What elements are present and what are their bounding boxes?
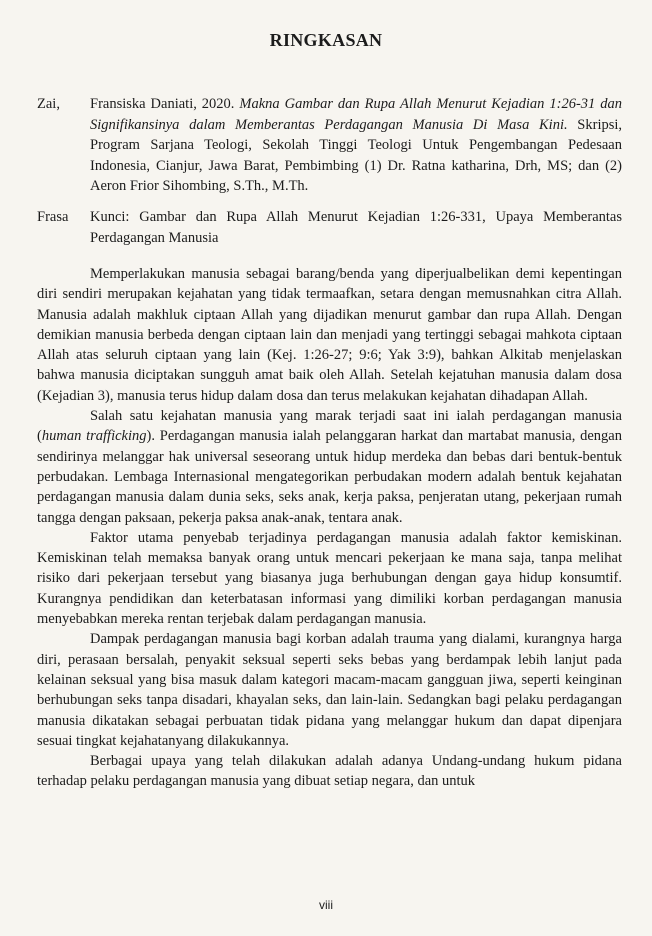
paragraph-3: Faktor utama penyebab terjadinya perdagangan manusia adalah faktor kemiskinan. Kemiskinan telah memaksa banyak orang untuk mencari pekerjaan ke mana saja, tanpa melihat risiko dari pekerjaan tersebut yang biasanya juga berhubungan dengan gaya hidup konsumtif. Kurangnya pendidikan dan keterbatasan informasi yang dimiliki korban perdagangan manusia menyebabkan mereka rentan terjebak dalam perdagangan manusia. — [37, 529, 622, 628]
keywords-text: Kunci: Gambar dan Rupa Allah Menurut Kejadian 1:26-331, Upaya Memberantas Perdagangan Manusia — [90, 209, 622, 246]
citation-author: Fransiska Daniati, 2020. — [90, 96, 235, 112]
paragraph-5: Berbagai upaya yang telah dilakukan adalah adanya Undang-undang hukum pidana terhadap pelaku perdagangan manusia yang dibuat setiap negara, dan untuk — [37, 753, 622, 790]
citation-author-label: Zai, — [37, 96, 60, 112]
paragraph-2 — [37, 406, 622, 528]
summary-body — [37, 264, 622, 792]
paragraph-2-part-b: ). Perdagangan manusia ialah pelanggaran harkat dan martabat manusia, dengan sendirinya melanggar hak universal seseorang untuk hidup merdeka dan bebas dari bentuk-bentuk perbudakan. Lembaga Internasional mengategorikan perbudakan modern adalah bentuk kejahatan perdagangan manusia dalam dunia seks, seks anak, kerja paksa, penjeratan utang, pekerjaan rumah tangga dengan paksaan, pekerja paksa anak-anak, tentara anak. — [37, 428, 622, 526]
page-title: RINGKASAN — [269, 30, 383, 50]
page-number: viii — [319, 898, 333, 912]
paragraph-1: Memperlakukan manusia sebagai barang/benda yang diperjualbelikan demi kepentingan diri sendiri merupakan kejahatan yang tidak termaafkan, setara dengan memusnahkan citra Allah. Manusia adalah makhluk ciptaan Allah yang dijadikan menurut gambar dan rupa Allah. Dengan demikian manusia berbeda dengan ciptaan lain dan menjadi yang tertinggi sebagai mahkota ciptaan Allah atas seluruh ciptaan yang lain (Kej. 1:26-27; 9:6; Yak 3:9), bahkan Alkitab menjelaskan bahwa manusia diciptakan sungguh amat baik oleh Allah. Setelah kejatuhan manusia dalam dosa (Kejadian 3), manusia terus hidup dalam dosa dan terus melakukan kejahatan dihadapan Allah. — [37, 266, 622, 404]
citation-title: Makna Gambar dan Rupa Allah Menurut Kejadian 1:26-31 dan Signifikansinya dalam Memberantas Perdagangan Manusia Di Masa Kini. — [90, 96, 622, 133]
paragraph-2-italic-term: human trafficking — [41, 428, 147, 445]
citation-block — [37, 94, 622, 197]
keywords-label: Frasa — [37, 209, 69, 225]
citation-details: Skripsi, Program Sarjana Teologi, Sekolah Tinggi Teologi Untuk Pengembangan Pedesaan Indonesia, Cianjur, Jawa Barat, Pembimbing (1) Dr. Ratna katharina, Drh, MS; dan (2) Aeron Frior Sihombing, S.Th., M.Th. — [90, 116, 623, 194]
citation-body — [90, 94, 622, 197]
paragraph-2-part-a: Salah satu kejahatan manusia yang marak terjadi saat ini ialah perdagangan manusia ( — [37, 408, 622, 445]
keywords-block — [37, 207, 622, 248]
paragraph-4: Dampak perdagangan manusia bagi korban adalah trauma yang dialami, kurangnya harga diri, perasaan bersalah, penyakit seksual seperti seks bebas yang berdampak lebih lanjut pada kelainan seksual yang bisa masuk dalam kategori macam-macam gangguan jiwa, seperti keinginan berhubungan seks tanpa disadari, khayalan seks, dan lain-lain. Sedangkan bagi pelaku perdagangan manusia dikatakan sebagai perbuatan tidak pidana yang melanggar hukum dan dapat dipenjara sesuai tingkat kejahatanyang dilakukannya. — [37, 631, 622, 749]
